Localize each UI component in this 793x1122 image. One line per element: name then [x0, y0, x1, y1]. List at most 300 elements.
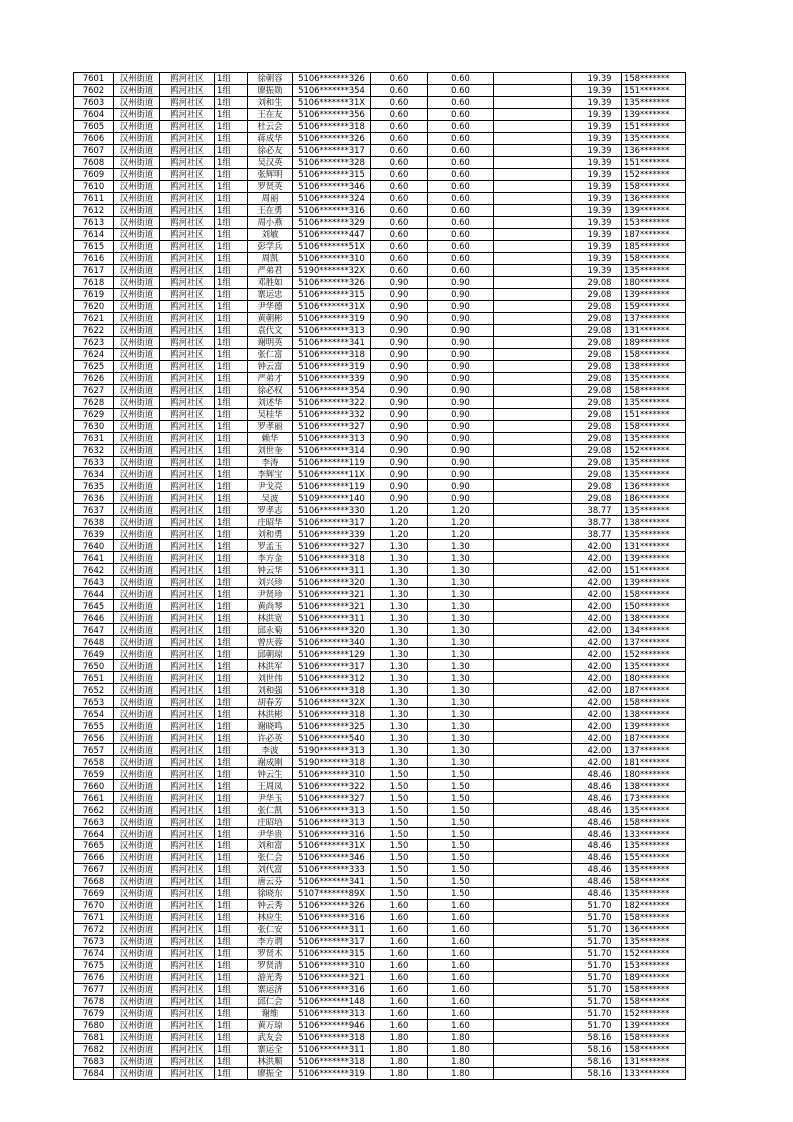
area-cell: 1.30 — [371, 552, 428, 564]
area-cell: 0.60 — [371, 264, 428, 276]
id-number-cell: 5106*******326 — [293, 276, 371, 288]
table-row — [74, 396, 686, 408]
area-confirmed-cell: 1.50 — [428, 840, 494, 852]
area-cell: 1.30 — [371, 696, 428, 708]
amount-cell: 51.70 — [572, 971, 622, 983]
record-number: 7683 — [74, 1055, 114, 1067]
area-confirmed-cell: 0.60 — [428, 73, 494, 85]
subdistrict-cell: 汉州街道 — [114, 348, 160, 360]
table-row — [74, 576, 686, 588]
area-confirmed-cell: 1.30 — [428, 720, 494, 732]
id-number-cell: 5106*******354 — [293, 384, 371, 396]
amount-cell: 19.39 — [572, 73, 622, 85]
group-cell: 1组 — [215, 324, 248, 336]
id-number-cell: 5106*******318 — [293, 120, 371, 132]
community-cell: 鸥河社区 — [160, 156, 215, 168]
id-number-cell: 5106*******315 — [293, 947, 371, 959]
name-cell: 罗贤木 — [248, 947, 293, 959]
subdistrict-cell: 汉州街道 — [114, 540, 160, 552]
area-cell: 0.90 — [371, 432, 428, 444]
group-cell: 1组 — [215, 264, 248, 276]
community-cell: 鸥河社区 — [160, 672, 215, 684]
amount-cell: 29.08 — [572, 492, 622, 504]
subdistrict-cell: 汉州街道 — [114, 768, 160, 780]
name-cell: 邓胜如 — [248, 276, 293, 288]
id-number-cell: 5106*******31X — [293, 300, 371, 312]
id-number-cell: 5106*******317 — [293, 935, 371, 947]
area-confirmed-cell: 0.60 — [428, 156, 494, 168]
name-cell: 李辉宝 — [248, 468, 293, 480]
table-row — [74, 660, 686, 672]
table-row — [74, 863, 686, 875]
amount-cell: 42.00 — [572, 552, 622, 564]
area-cell: 1.30 — [371, 636, 428, 648]
record-number: 7665 — [74, 840, 114, 852]
blank-cell — [494, 420, 572, 432]
name-cell: 袁代文 — [248, 324, 293, 336]
phone-cell: 133******* — [622, 828, 686, 840]
name-cell: 张仁安 — [248, 923, 293, 935]
blank-cell — [494, 684, 572, 696]
group-cell: 1组 — [215, 1019, 248, 1031]
community-cell: 鸥河社区 — [160, 252, 215, 264]
id-number-cell: 5106*******32X — [293, 696, 371, 708]
community-cell: 鸥河社区 — [160, 1067, 215, 1079]
id-number-cell: 5106*******311 — [293, 564, 371, 576]
community-cell: 鸥河社区 — [160, 684, 215, 696]
subdistrict-cell: 汉州街道 — [114, 971, 160, 983]
id-number-cell: 5106*******326 — [293, 899, 371, 911]
area-confirmed-cell: 1.60 — [428, 947, 494, 959]
id-number-cell: 5106*******318 — [293, 708, 371, 720]
community-cell: 鸥河社区 — [160, 492, 215, 504]
amount-cell: 29.08 — [572, 384, 622, 396]
phone-cell: 158******* — [622, 384, 686, 396]
amount-cell: 19.39 — [572, 252, 622, 264]
table-row — [74, 935, 686, 947]
id-number-cell: 5106*******318 — [293, 1055, 371, 1067]
blank-cell — [494, 372, 572, 384]
subdistrict-cell: 汉州街道 — [114, 672, 160, 684]
amount-cell: 42.00 — [572, 636, 622, 648]
area-cell: 0.60 — [371, 252, 428, 264]
community-cell: 鸥河社区 — [160, 528, 215, 540]
group-cell: 1组 — [215, 576, 248, 588]
record-number: 7610 — [74, 180, 114, 192]
amount-cell: 19.39 — [572, 108, 622, 120]
community-cell: 鸥河社区 — [160, 1019, 215, 1031]
amount-cell: 19.39 — [572, 84, 622, 96]
name-cell: 刘世奎 — [248, 444, 293, 456]
id-number-cell: 5106*******316 — [293, 983, 371, 995]
name-cell: 尹华德 — [248, 300, 293, 312]
community-cell: 鸥河社区 — [160, 504, 215, 516]
subdistrict-cell: 汉州街道 — [114, 73, 160, 85]
name-cell: 刘世伟 — [248, 672, 293, 684]
amount-cell: 38.77 — [572, 528, 622, 540]
group-cell: 1组 — [215, 911, 248, 923]
amount-cell: 19.39 — [572, 264, 622, 276]
record-number: 7630 — [74, 420, 114, 432]
area-confirmed-cell: 0.90 — [428, 360, 494, 372]
group-cell: 1组 — [215, 552, 248, 564]
record-number: 7638 — [74, 516, 114, 528]
subdistrict-cell: 汉州街道 — [114, 935, 160, 947]
name-cell: 寨运全 — [248, 1043, 293, 1055]
subdistrict-cell: 汉州街道 — [114, 228, 160, 240]
community-cell: 鸥河社区 — [160, 96, 215, 108]
area-confirmed-cell: 1.80 — [428, 1067, 494, 1079]
area-confirmed-cell: 0.90 — [428, 444, 494, 456]
area-confirmed-cell: 1.80 — [428, 1031, 494, 1043]
area-cell: 1.30 — [371, 648, 428, 660]
record-number: 7626 — [74, 372, 114, 384]
table-row — [74, 324, 686, 336]
community-cell: 鸥河社区 — [160, 720, 215, 732]
subdistrict-cell: 汉州街道 — [114, 792, 160, 804]
area-cell: 1.80 — [371, 1055, 428, 1067]
blank-cell — [494, 588, 572, 600]
record-number: 7637 — [74, 504, 114, 516]
blank-cell — [494, 156, 572, 168]
community-cell: 鸥河社区 — [160, 804, 215, 816]
amount-cell: 42.00 — [572, 672, 622, 684]
area-confirmed-cell: 1.30 — [428, 588, 494, 600]
group-cell: 1组 — [215, 804, 248, 816]
blank-cell — [494, 252, 572, 264]
name-cell: 严弟君 — [248, 264, 293, 276]
phone-cell: 135******* — [622, 840, 686, 852]
community-cell: 鸥河社区 — [160, 192, 215, 204]
area-cell: 1.60 — [371, 1007, 428, 1019]
group-cell: 1组 — [215, 516, 248, 528]
community-cell: 鸥河社区 — [160, 144, 215, 156]
area-cell: 1.30 — [371, 564, 428, 576]
phone-cell: 135******* — [622, 96, 686, 108]
id-number-cell: 5106*******341 — [293, 875, 371, 887]
amount-cell: 58.16 — [572, 1031, 622, 1043]
group-cell: 1组 — [215, 228, 248, 240]
phone-cell: 158******* — [622, 995, 686, 1007]
group-cell: 1组 — [215, 780, 248, 792]
id-number-cell: 5106*******319 — [293, 312, 371, 324]
amount-cell: 48.46 — [572, 816, 622, 828]
subdistrict-cell: 汉州街道 — [114, 336, 160, 348]
community-cell: 鸥河社区 — [160, 588, 215, 600]
phone-cell: 134******* — [622, 624, 686, 636]
area-cell: 1.60 — [371, 947, 428, 959]
community-cell: 鸥河社区 — [160, 923, 215, 935]
area-confirmed-cell: 1.50 — [428, 780, 494, 792]
id-number-cell: 5106*******327 — [293, 540, 371, 552]
community-cell: 鸥河社区 — [160, 911, 215, 923]
amount-cell: 29.08 — [572, 372, 622, 384]
area-confirmed-cell: 0.90 — [428, 408, 494, 420]
id-number-cell: 5106*******319 — [293, 1067, 371, 1079]
phone-cell: 138******* — [622, 780, 686, 792]
blank-cell — [494, 1007, 572, 1019]
community-cell: 鸥河社区 — [160, 84, 215, 96]
community-cell: 鸥河社区 — [160, 648, 215, 660]
record-number: 7642 — [74, 564, 114, 576]
phone-cell: 158******* — [622, 348, 686, 360]
area-confirmed-cell: 1.50 — [428, 792, 494, 804]
amount-cell: 19.39 — [572, 240, 622, 252]
subdistrict-cell: 汉州街道 — [114, 660, 160, 672]
area-cell: 0.90 — [371, 336, 428, 348]
name-cell: 徐朝容 — [248, 73, 293, 85]
area-cell: 1.50 — [371, 863, 428, 875]
record-number: 7648 — [74, 636, 114, 648]
id-number-cell: 5106*******313 — [293, 816, 371, 828]
blank-cell — [494, 600, 572, 612]
record-number: 7606 — [74, 132, 114, 144]
phone-cell: 187******* — [622, 228, 686, 240]
name-cell: 张仁富 — [248, 348, 293, 360]
community-cell: 鸥河社区 — [160, 971, 215, 983]
name-cell: 赖华 — [248, 432, 293, 444]
table-row — [74, 180, 686, 192]
community-cell: 鸥河社区 — [160, 240, 215, 252]
group-cell: 1组 — [215, 120, 248, 132]
blank-cell — [494, 456, 572, 468]
community-cell: 鸥河社区 — [160, 612, 215, 624]
record-number: 7657 — [74, 744, 114, 756]
subdistrict-cell: 汉州街道 — [114, 804, 160, 816]
area-confirmed-cell: 1.80 — [428, 1043, 494, 1055]
community-cell: 鸥河社区 — [160, 887, 215, 899]
table-row — [74, 252, 686, 264]
area-cell: 0.60 — [371, 73, 428, 85]
table-row — [74, 312, 686, 324]
phone-cell: 139******* — [622, 552, 686, 564]
area-cell: 1.50 — [371, 804, 428, 816]
subdistrict-cell: 汉州街道 — [114, 84, 160, 96]
subdistrict-cell: 汉州街道 — [114, 528, 160, 540]
amount-cell: 51.70 — [572, 983, 622, 995]
subdistrict-cell: 汉州街道 — [114, 144, 160, 156]
id-number-cell: 5106*******326 — [293, 132, 371, 144]
amount-cell: 38.77 — [572, 516, 622, 528]
blank-cell — [494, 911, 572, 923]
blank-cell — [494, 959, 572, 971]
area-confirmed-cell: 1.60 — [428, 923, 494, 935]
subdistrict-cell: 汉州街道 — [114, 312, 160, 324]
id-number-cell: 5106*******316 — [293, 911, 371, 923]
community-cell: 鸥河社区 — [160, 1031, 215, 1043]
subdistrict-cell: 汉州街道 — [114, 420, 160, 432]
amount-cell: 51.70 — [572, 959, 622, 971]
area-cell: 1.60 — [371, 1019, 428, 1031]
blank-cell — [494, 528, 572, 540]
id-number-cell: 5106*******318 — [293, 1031, 371, 1043]
blank-cell — [494, 432, 572, 444]
amount-cell: 48.46 — [572, 840, 622, 852]
subdistrict-cell: 汉州街道 — [114, 1067, 160, 1079]
table-row — [74, 240, 686, 252]
subdistrict-cell: 汉州街道 — [114, 180, 160, 192]
id-number-cell: 5190*******318 — [293, 756, 371, 768]
record-number: 7618 — [74, 276, 114, 288]
subdistrict-cell: 汉州街道 — [114, 911, 160, 923]
area-confirmed-cell: 0.60 — [428, 96, 494, 108]
table-row — [74, 911, 686, 923]
blank-cell — [494, 540, 572, 552]
subdistrict-cell: 汉州街道 — [114, 120, 160, 132]
id-number-cell: 5106*******11X — [293, 468, 371, 480]
record-number: 7603 — [74, 96, 114, 108]
blank-cell — [494, 348, 572, 360]
phone-cell: 139******* — [622, 288, 686, 300]
blank-cell — [494, 180, 572, 192]
area-cell: 1.50 — [371, 816, 428, 828]
name-cell: 张辉明 — [248, 168, 293, 180]
group-cell: 1组 — [215, 840, 248, 852]
group-cell: 1组 — [215, 204, 248, 216]
blank-cell — [494, 264, 572, 276]
subdistrict-cell: 汉州街道 — [114, 708, 160, 720]
subdistrict-cell: 汉州街道 — [114, 324, 160, 336]
phone-cell: 135******* — [622, 504, 686, 516]
record-number: 7674 — [74, 947, 114, 959]
area-confirmed-cell: 1.50 — [428, 816, 494, 828]
name-cell: 林洪顺 — [248, 1055, 293, 1067]
record-number: 7616 — [74, 252, 114, 264]
community-cell: 鸥河社区 — [160, 168, 215, 180]
area-confirmed-cell: 1.60 — [428, 911, 494, 923]
table-row — [74, 732, 686, 744]
phone-cell: 158******* — [622, 588, 686, 600]
area-cell: 1.20 — [371, 528, 428, 540]
subdistrict-cell: 汉州街道 — [114, 899, 160, 911]
area-cell: 1.30 — [371, 588, 428, 600]
id-number-cell: 5106*******321 — [293, 588, 371, 600]
group-cell: 1组 — [215, 828, 248, 840]
subdistrict-cell: 汉州街道 — [114, 360, 160, 372]
name-cell: 黄万琼 — [248, 1019, 293, 1031]
subdistrict-cell: 汉州街道 — [114, 983, 160, 995]
group-cell: 1组 — [215, 863, 248, 875]
table-row — [74, 420, 686, 432]
table-row — [74, 1043, 686, 1055]
record-number: 7681 — [74, 1031, 114, 1043]
community-cell: 鸥河社区 — [160, 348, 215, 360]
subdistrict-cell: 汉州街道 — [114, 624, 160, 636]
area-confirmed-cell: 1.30 — [428, 672, 494, 684]
table-row — [74, 288, 686, 300]
table-row — [74, 624, 686, 636]
group-cell: 1组 — [215, 144, 248, 156]
table-row — [74, 216, 686, 228]
blank-cell — [494, 840, 572, 852]
subdistrict-cell: 汉州街道 — [114, 1031, 160, 1043]
id-number-cell: 5106*******339 — [293, 372, 371, 384]
table-row — [74, 840, 686, 852]
group-cell: 1组 — [215, 192, 248, 204]
community-cell: 鸥河社区 — [160, 336, 215, 348]
record-number: 7640 — [74, 540, 114, 552]
record-number: 7676 — [74, 971, 114, 983]
blank-cell — [494, 324, 572, 336]
record-number: 7675 — [74, 959, 114, 971]
table-row — [74, 552, 686, 564]
amount-cell: 42.00 — [572, 588, 622, 600]
group-cell: 1组 — [215, 168, 248, 180]
table-row — [74, 1031, 686, 1043]
community-cell: 鸥河社区 — [160, 264, 215, 276]
group-cell: 1组 — [215, 252, 248, 264]
amount-cell: 42.00 — [572, 696, 622, 708]
area-confirmed-cell: 1.50 — [428, 887, 494, 899]
name-cell: 邱仁会 — [248, 995, 293, 1007]
area-confirmed-cell: 1.50 — [428, 804, 494, 816]
record-number: 7622 — [74, 324, 114, 336]
name-cell: 寨运忠 — [248, 288, 293, 300]
record-number: 7661 — [74, 792, 114, 804]
phone-cell: 135******* — [622, 935, 686, 947]
community-cell: 鸥河社区 — [160, 983, 215, 995]
phone-cell: 151******* — [622, 408, 686, 420]
name-cell: 李方谓 — [248, 935, 293, 947]
community-cell: 鸥河社区 — [160, 792, 215, 804]
area-cell: 0.90 — [371, 372, 428, 384]
phone-cell: 152******* — [622, 444, 686, 456]
area-cell: 0.90 — [371, 384, 428, 396]
table-row — [74, 899, 686, 911]
area-confirmed-cell: 0.90 — [428, 288, 494, 300]
community-cell: 鸥河社区 — [160, 959, 215, 971]
amount-cell: 29.08 — [572, 300, 622, 312]
phone-cell: 173******* — [622, 792, 686, 804]
blank-cell — [494, 216, 572, 228]
group-cell: 1组 — [215, 684, 248, 696]
phone-cell: 159******* — [622, 300, 686, 312]
id-number-cell: 5106*******329 — [293, 216, 371, 228]
group-cell: 1组 — [215, 360, 248, 372]
id-number-cell: 5106*******354 — [293, 84, 371, 96]
table-row — [74, 995, 686, 1007]
name-cell: 李波 — [248, 744, 293, 756]
phone-cell: 135******* — [622, 456, 686, 468]
amount-cell: 19.39 — [572, 192, 622, 204]
id-number-cell: 5106*******340 — [293, 636, 371, 648]
subdistrict-cell: 汉州街道 — [114, 396, 160, 408]
record-number: 7673 — [74, 935, 114, 947]
blank-cell — [494, 312, 572, 324]
phone-cell: 131******* — [622, 540, 686, 552]
group-cell: 1组 — [215, 935, 248, 947]
community-cell: 鸥河社区 — [160, 444, 215, 456]
area-cell: 0.90 — [371, 312, 428, 324]
id-number-cell: 5106*******313 — [293, 324, 371, 336]
amount-cell: 42.00 — [572, 720, 622, 732]
area-cell: 0.90 — [371, 408, 428, 420]
record-number: 7620 — [74, 300, 114, 312]
table-row — [74, 144, 686, 156]
subdistrict-cell: 汉州街道 — [114, 588, 160, 600]
record-number: 7647 — [74, 624, 114, 636]
blank-cell — [494, 360, 572, 372]
phone-cell: 153******* — [622, 959, 686, 971]
area-confirmed-cell: 0.60 — [428, 192, 494, 204]
community-cell: 鸥河社区 — [160, 552, 215, 564]
record-number: 7671 — [74, 911, 114, 923]
blank-cell — [494, 804, 572, 816]
phone-cell: 131******* — [622, 1055, 686, 1067]
amount-cell: 29.08 — [572, 324, 622, 336]
phone-cell: 151******* — [622, 120, 686, 132]
group-cell: 1组 — [215, 588, 248, 600]
